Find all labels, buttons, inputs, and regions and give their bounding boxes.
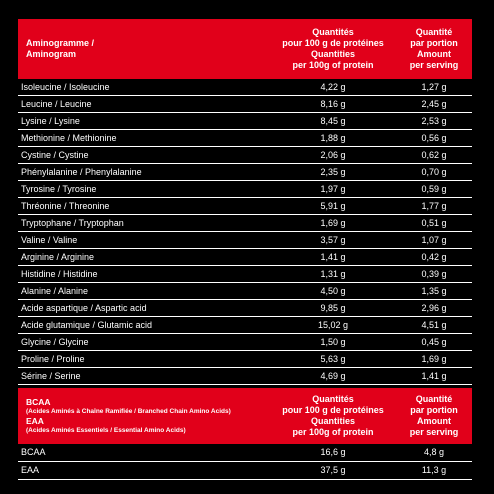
amino-per100: 2,06 g [320,150,346,160]
header-line: pour 100 g de protéines [282,405,384,415]
amino-name: Acide aspartique / Aspartic acid [21,303,147,313]
amino-per100: 4,50 g [320,286,346,296]
bcaa-subtitle: (Acides Aminés à Chaîne Ramifiée / Branched Chain Amino Acids) [26,408,231,415]
header-line: Quantité [415,27,453,37]
header-line: Amount [417,416,451,426]
amino-per100: 1,97 g [320,184,346,194]
amino-name: Acide glutamique / Glutamic acid [21,320,153,330]
summary-header [18,388,472,444]
header-line: per 100g of protein [292,427,374,437]
header-col-name [18,19,270,79]
table-row [18,232,472,249]
header-line: per serving [409,427,459,437]
amino-per100: 3,57 g [320,235,346,245]
summary-per100: 37,5 g [320,465,346,475]
amino-per100: 2,35 g [320,167,346,177]
amino-serving: 0,56 g [421,133,447,143]
table-row [18,351,472,368]
amino-per100: 4,22 g [320,82,346,92]
table-row [18,130,472,147]
bcaa-label: BCAA [26,397,51,407]
header-line: Aminogramme / [26,38,95,48]
amino-serving: 0,39 g [421,269,447,279]
amino-serving: 1,77 g [421,201,447,211]
summary-rows [18,444,472,480]
table-header [18,19,472,79]
table-row [18,462,472,480]
amino-serving: 0,51 g [421,218,447,228]
amino-name: Isoleucine / Isoleucine [21,82,110,92]
table-row [18,181,472,198]
table-row [18,300,472,317]
header-line: Quantités [312,394,354,404]
table-row [18,113,472,130]
table-row [18,96,472,113]
header-line: Quantities [310,416,355,426]
eaa-label: EAA [26,416,44,426]
table-row [18,79,472,96]
amino-per100: 9,85 g [320,303,346,313]
summary-name: BCAA [21,447,46,457]
amino-serving: 1,27 g [421,82,447,92]
table-row [18,215,472,232]
header-line: per 100g of protein [292,60,374,70]
amino-name: Cystine / Cystine [21,150,89,160]
amino-name: Methionine / Methionine [21,133,117,143]
table-row [18,147,472,164]
amino-per100: 8,45 g [320,116,346,126]
table-row [18,266,472,283]
header-line: pour 100 g de protéines [282,38,384,48]
table-row [18,444,472,462]
amino-serving: 1,41 g [421,371,447,381]
table-row [18,249,472,266]
summary-header-name [18,388,270,444]
summary-serving: 4,8 g [423,447,445,457]
amino-per100: 1,31 g [320,269,346,279]
amino-per100: 4,69 g [320,371,346,381]
amino-name: Alanine / Alanine [21,286,89,296]
amino-per100: 1,50 g [320,337,346,347]
amino-name: Sérine / Serine [21,371,81,381]
amino-name: Histidine / Histidine [21,269,98,279]
header-col-serving [396,19,472,79]
amino-name: Leucine / Leucine [21,99,92,109]
amino-serving: 2,45 g [421,99,447,109]
amino-serving: 0,45 g [421,337,447,347]
amino-name: Phénylalanine / Phenylalanine [21,167,142,177]
amino-serving: 4,51 g [421,320,447,330]
summary-serving: 11,3 g [421,465,447,475]
amino-per100: 8,16 g [320,99,346,109]
summary-per100: 16,6 g [320,447,346,457]
table-row [18,164,472,181]
header-line: Amount [417,49,451,59]
amino-serving: 1,69 g [421,354,447,364]
header-col-per100 [270,19,396,79]
amino-name: Arginine / Arginine [21,252,95,262]
amino-name: Valine / Valine [21,235,78,245]
amino-serving: 0,62 g [421,150,447,160]
amino-name: Glycine / Glycine [21,337,89,347]
summary-header-per100 [270,388,396,444]
table-row [18,317,472,334]
header-line: Quantité [415,394,453,404]
amino-per100: 1,41 g [320,252,346,262]
table-row [18,368,472,385]
table-row [18,198,472,215]
table-row [18,334,472,351]
amino-serving: 1,07 g [421,235,447,245]
summary-name: EAA [21,465,40,475]
amino-name: Tryptophane / Tryptophan [21,218,124,228]
amino-name: Lysine / Lysine [21,116,80,126]
amino-serving: 0,70 g [421,167,447,177]
amino-serving: 0,59 g [421,184,447,194]
amino-serving: 2,53 g [421,116,447,126]
amino-per100: 5,63 g [320,354,346,364]
amino-name: Proline / Proline [21,354,85,364]
header-line: per serving [409,60,459,70]
amino-serving: 2,96 g [421,303,447,313]
amino-rows [18,79,472,385]
table-row [18,283,472,300]
amino-name: Tyrosine / Tyrosine [21,184,97,194]
header-line: Quantités [312,27,354,37]
amino-per100: 15,02 g [317,320,349,330]
amino-name: Thréonine / Threonine [21,201,110,211]
header-line: Aminogram [26,49,77,59]
amino-per100: 5,91 g [320,201,346,211]
amino-serving: 1,35 g [421,286,447,296]
header-line: par portion [410,405,458,415]
aminogram-table [18,19,472,480]
amino-serving: 0,42 g [421,252,447,262]
amino-per100: 1,88 g [320,133,346,143]
header-line: par portion [410,38,458,48]
eaa-subtitle: (Acides Aminés Essentiels / Essential Amino Acids) [26,427,186,434]
summary-header-serving [396,388,472,444]
header-line: Quantities [310,49,355,59]
amino-per100: 1,69 g [320,218,346,228]
